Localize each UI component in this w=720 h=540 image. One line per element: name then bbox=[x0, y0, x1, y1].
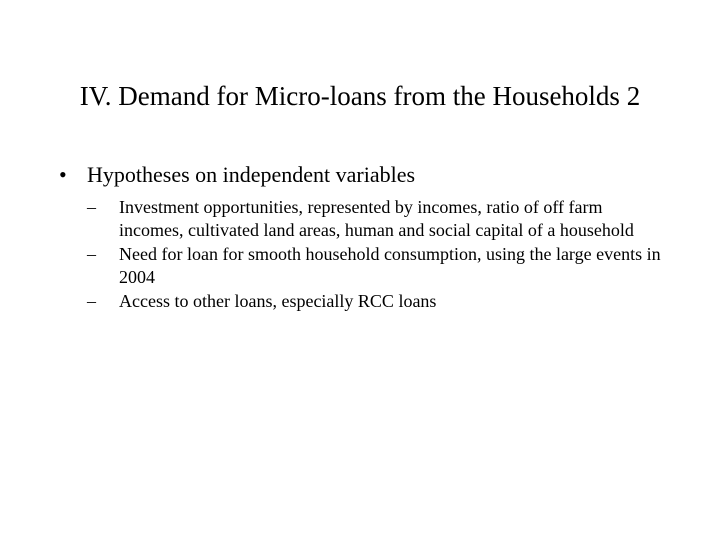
sub-bullet-list bbox=[87, 196, 677, 313]
bullet-item bbox=[57, 161, 677, 313]
sub-bullet-text: Access to other loans, especially RCC loans bbox=[119, 291, 437, 311]
sub-bullet-text: Need for loan for smooth household consumption, using the large events in 2004 bbox=[119, 244, 661, 287]
sub-bullet-item bbox=[87, 196, 664, 242]
bullet-text: Hypotheses on independent variables bbox=[87, 162, 416, 187]
bullet-list bbox=[57, 161, 677, 314]
sub-bullet-text: Investment opportunities, represented by incomes, ratio of off farm incomes, cultivated land areas, human and social capital of a household bbox=[119, 197, 634, 240]
bullet-marker: • bbox=[59, 162, 67, 187]
slide-title: IV. Demand for Micro-loans from the Households 2 bbox=[79, 81, 641, 111]
dash-marker: – bbox=[87, 244, 96, 264]
dash-marker: – bbox=[87, 291, 96, 311]
sub-bullet-item bbox=[87, 243, 664, 289]
sub-bullet-item bbox=[87, 290, 664, 313]
dash-marker: – bbox=[87, 197, 96, 217]
